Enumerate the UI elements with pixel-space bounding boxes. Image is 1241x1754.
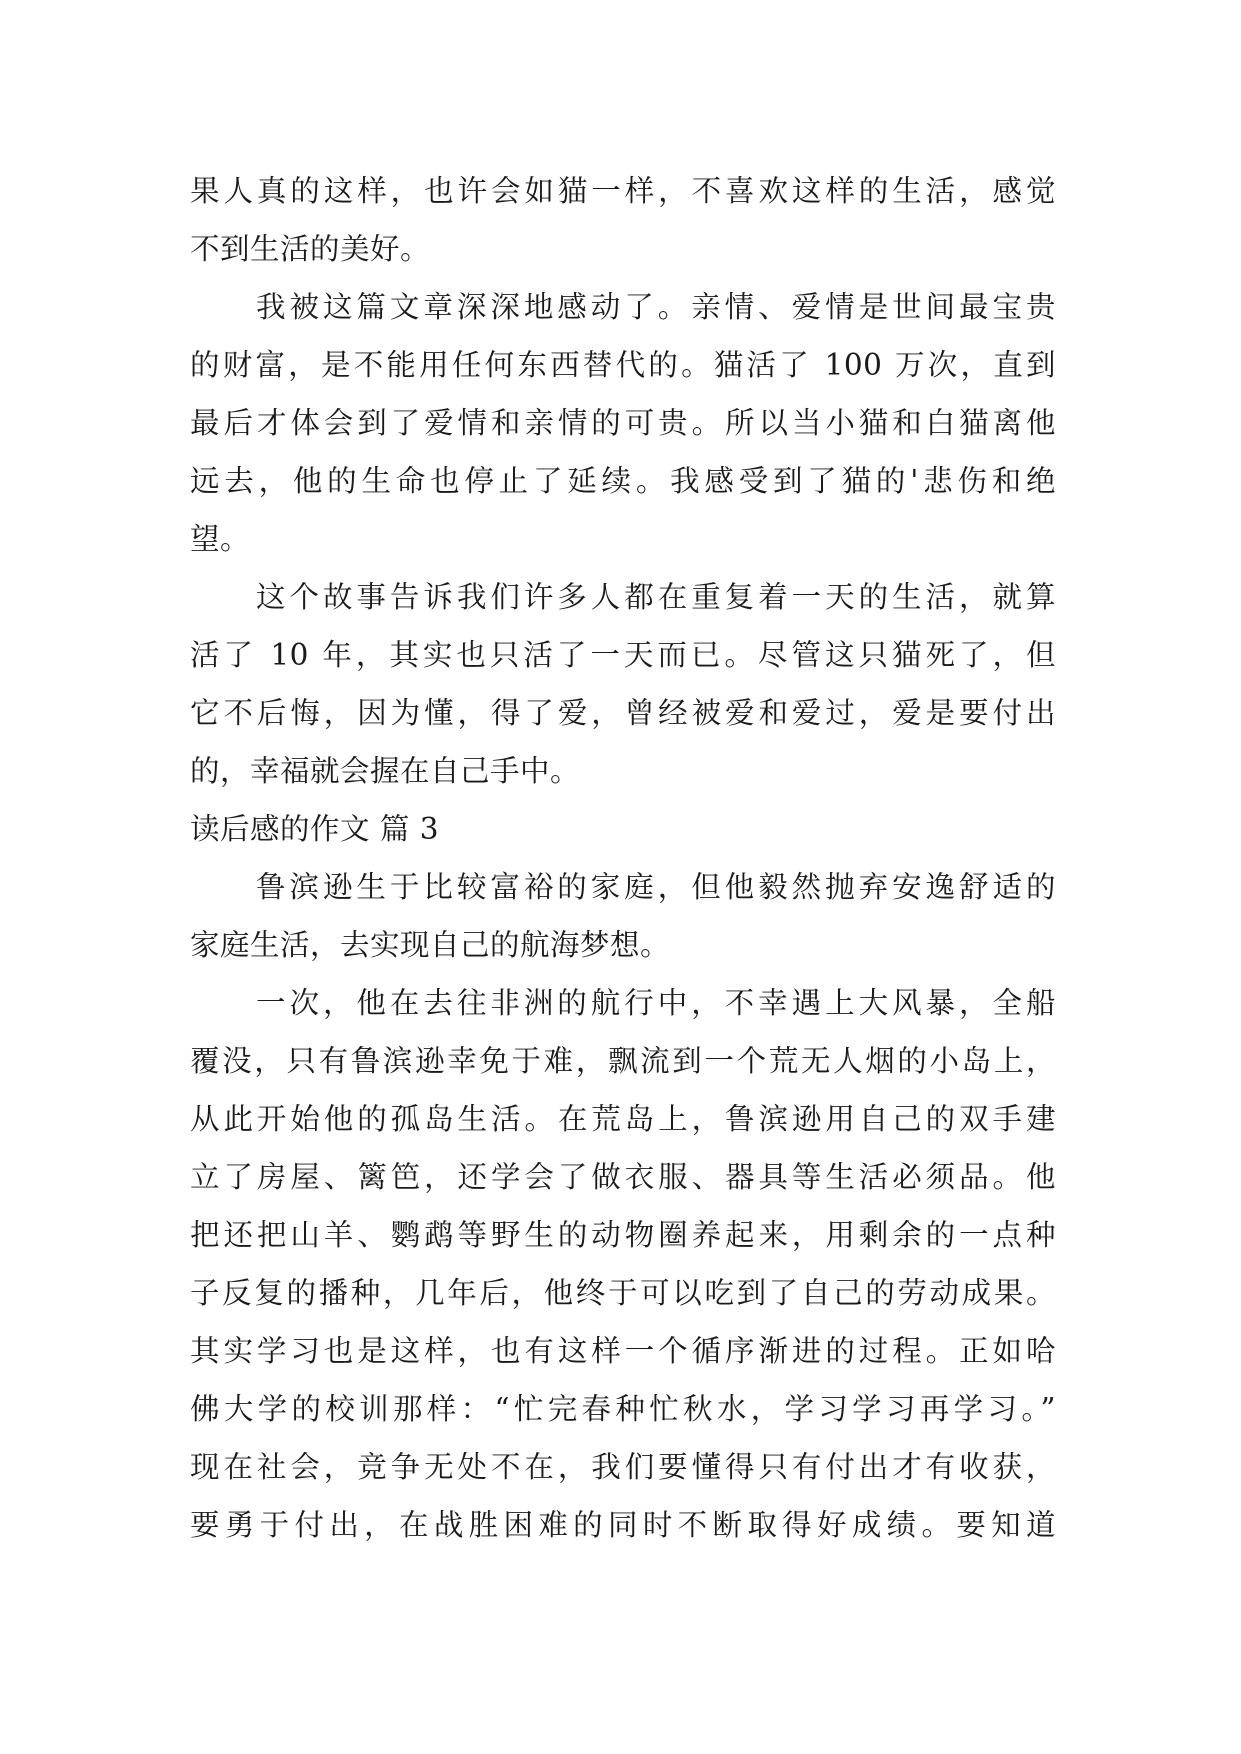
text-line: 果人真的这样，也许会如猫一样，不喜欢这样的生活，感觉: [190, 174, 1056, 208]
text-line: 立了房屋、篱笆，还学会了做衣服、器具等生活必须品。他: [190, 1160, 1056, 1194]
text-line: 一次，他在去往非洲的航行中，不幸遇上大风暴，全船: [256, 986, 1056, 1020]
text-line: 最后才体会到了爱情和亲情的可贵。所以当小猫和白猫离他: [190, 406, 1056, 440]
paragraph: [190, 162, 1056, 278]
text-line: 佛大学的校训那样：“忙完春种忙秋水，学习学习再学习。”: [190, 1392, 1056, 1426]
text-line: 远去，他的生命也停止了延续。我感受到了猫的'悲伤和绝: [190, 464, 1056, 498]
paragraph: [190, 974, 1056, 1554]
text-line: 望。: [190, 522, 251, 556]
text-line: 现在社会，竞争无处不在，我们要懂得只有付出才有收获，: [190, 1450, 1056, 1484]
text-line: 的财富，是不能用任何东西替代的。猫活了 100 万次，直到: [190, 348, 1056, 382]
text-line: 子反复的播种，几年后，他终于可以吃到了自己的劳动成果。: [190, 1276, 1056, 1310]
text-line: 把还把山羊、鹦鹉等野生的动物圈养起来，用剩余的一点种: [190, 1218, 1056, 1252]
section-heading: 读后感的作文 篇 3: [190, 812, 440, 846]
text-line: 其实学习也是这样，也有这样一个循序渐进的过程。正如哈: [190, 1334, 1056, 1368]
text-line: 鲁滨逊生于比较富裕的家庭，但他毅然抛弃安逸舒适的: [256, 870, 1056, 904]
text-line: 活了 10 年，其实也只活了一天而已。尽管这只猫死了，但: [190, 638, 1056, 672]
paragraph: [190, 278, 1056, 568]
text-line: 覆没，只有鲁滨逊幸免于难，飘流到一个荒无人烟的小岛上，: [190, 1044, 1056, 1078]
text-line: 家庭生活，去实现自己的航海梦想。: [190, 928, 671, 962]
text-line: 要勇于付出，在战胜困难的同时不断取得好成绩。要知道: [190, 1508, 1056, 1542]
text-line: 从此开始他的孤岛生活。在荒岛上，鲁滨逊用自己的双手建: [190, 1102, 1056, 1136]
paragraph: [190, 568, 1056, 800]
document-page: [190, 162, 1056, 1554]
text-line: 它不后悔，因为懂，得了爱，曾经被爱和爱过，爱是要付出: [190, 696, 1056, 730]
text-line: 这个故事告诉我们许多人都在重复着一天的生活，就算: [256, 580, 1056, 614]
paragraph: [190, 858, 1056, 974]
text-line: 的，幸福就会握在自己手中。: [190, 754, 581, 788]
text-line: 不到生活的美好。: [190, 232, 431, 266]
text-line: 我被这篇文章深深地感动了。亲情、爱情是世间最宝贵: [256, 290, 1056, 324]
